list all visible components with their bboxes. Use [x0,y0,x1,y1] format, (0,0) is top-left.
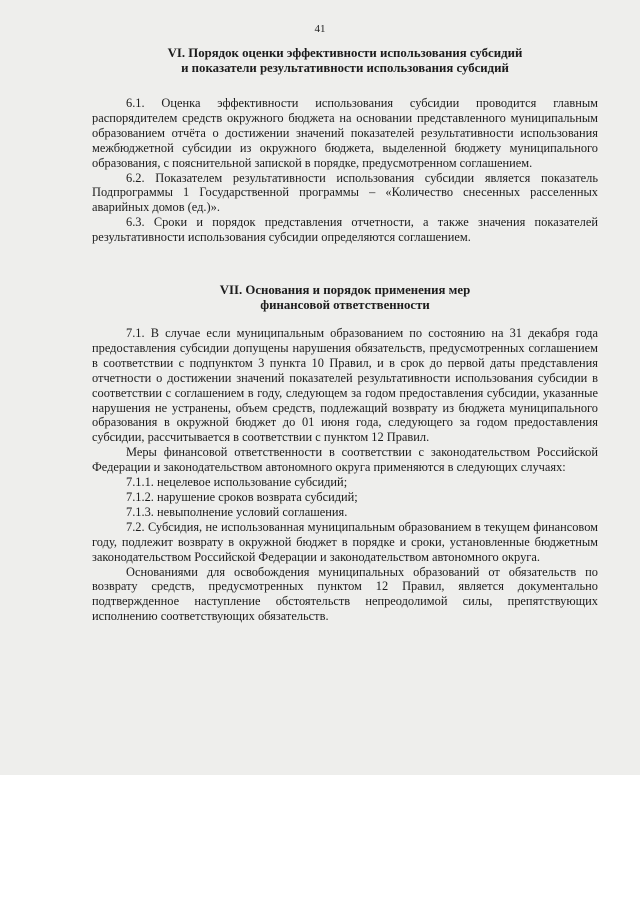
paragraph-6-1: 6.1. Оценка эффективности использования субсидии проводится главным распорядителем средств окружного бюджета на основании представленного муниципальным образованием отчёта о достижении значений показателей результативности использования межбюджетной субсидии из окружного бюджета, выделенной бюджету муниципального образования, с пояснительной запиской в порядке, предусмотренном соглашением. [92,96,598,170]
page-number: 41 [314,23,326,35]
section-7-body [92,326,598,624]
paragraph-7-2: 7.2. Субсидия, не использованная муниципальным образованием в текущем финансовом году, подлежит возврату в окружной бюджет в порядке и сроки, установленные бюджетным законодательством Российской Федерации и законодательством автономного округа. [92,519,598,564]
section-6-heading [92,46,598,76]
list-item-7-1-1: 7.1.1. нецелевое использование субсидий; [126,475,348,490]
section-6-heading-line-2: и показатели результативности использования субсидий [181,61,509,75]
section-7-heading-line-1: VII. Основания и порядок применения мер [219,283,471,297]
section-7-heading-line-2: финансовой ответственности [260,298,430,312]
section-6 [92,46,598,76]
paragraph-6-3: 6.3. Сроки и порядок представления отчетности, а также значения показателей результативности использования субсидии определяются соглашением. [92,215,598,245]
list-item-7-1-3: 7.1.3. невыполнение условий соглашения. [126,504,348,519]
section-7 [92,283,598,313]
paragraph-7-1: 7.1. В случае если муниципальным образованием по состоянию на 31 декабря года предоставления субсидии допущены нарушения обязательств, предусмотренных соглашением в соответствии с подпунктом 3 пункта 10 Правил, и в срок до первой даты представления отчетности о достижении значений показателей результативности использования субсидии в соответствии с соглашением в году, следующем за годом предоставления субсидии, указанные нарушения не устранены, объем средств, подлежащий возврату из бюджета муниципального образования в окружной бюджет до 01 июня года, следующего за годом предоставления субсидии, рассчитывается в соответствии с пунктом 12 Правил. [92,326,598,445]
section-6-heading-line-1: VI. Порядок оценки эффективности использования субсидий [167,46,523,60]
section-6-body [92,96,598,245]
section-7-heading [92,283,598,313]
paragraph-7-measures: Меры финансовой ответственности в соответствии с законодательством Российской Федерации и законодательством автономного округа применяются в следующих случаях: [92,445,598,475]
paragraph-7-grounds: Основаниями для освобождения муниципальных образований от обязательств по возврату средств, предусмотренных пунктом 12 Правил, является документально подтвержденное наступление обстоятельств непреодолимой силы, препятствующих исполнению соответствующих обязательств. [92,564,598,624]
paragraph-6-2: 6.2. Показателем результативности использования субсидии является показатель Подпрограммы 1 Государственной программы – «Количество снесенных расселенных аварийных домов (ед.)». [92,170,598,215]
page-margin-bottom [0,775,640,905]
list-item-7-1-2: 7.1.2. нарушение сроков возврата субсидий; [126,489,358,504]
